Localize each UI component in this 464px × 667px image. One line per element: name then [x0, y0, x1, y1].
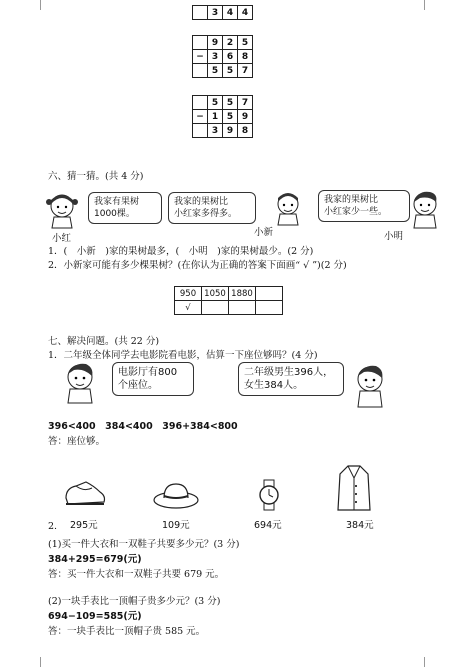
crop-mark	[30, 657, 41, 667]
answer-1: 答：座位够。	[48, 436, 106, 447]
sub-question-2-answer: 答：一块手表比一顶帽子贵 585 元。	[48, 626, 206, 637]
price-coat: 384元	[346, 520, 374, 531]
speech-bubble-seats: 电影厅有800 个座位。	[112, 362, 194, 396]
shoe-icon	[62, 476, 108, 510]
hat-icon	[152, 480, 200, 510]
question-2-label: 2.	[48, 521, 58, 532]
section-6-question-2: 2．小新家可能有多少棵果树？(在你认为正确的答案下面画“ √ ”)(2 分)	[48, 260, 347, 271]
grid-cell: 1	[208, 110, 223, 124]
option-cell: 950	[175, 287, 202, 301]
grid-cell: 6	[223, 50, 238, 64]
grid-cell: 5	[208, 96, 223, 110]
girl-xiaohong-illustration	[44, 190, 80, 230]
price-shoes: 295元	[70, 520, 98, 531]
grid-cell: 7	[238, 96, 253, 110]
grid-cell: 4	[223, 6, 238, 20]
boy-right-illustration	[350, 362, 390, 408]
price-watch: 694元	[254, 520, 282, 531]
watch-icon	[254, 478, 284, 512]
section-6-question-1: 1．( 小新 )家的果树最多，( 小明 )家的果树最少。(2 分)	[48, 246, 314, 257]
crop-mark	[30, 0, 41, 10]
grid-cell: 5	[208, 64, 223, 78]
sub-question-2-calculation: 694−109=585(元)	[48, 611, 142, 622]
grid-cell: 9	[223, 124, 238, 138]
sub-question-1-calculation: 384+295=679(元)	[48, 554, 142, 565]
grid-cell: 9	[238, 110, 253, 124]
speech-bubble-xiaoming: 我家的果树比 小红家少一些。	[318, 190, 410, 222]
grid-cell: 2	[223, 36, 238, 50]
grid-cell: 8	[238, 50, 253, 64]
crop-mark	[424, 0, 435, 10]
grid-cell: 3	[208, 50, 223, 64]
guess-options-table	[174, 286, 283, 315]
calculation-1: 396<400 384<400 396+384<800	[48, 421, 238, 432]
name-xiaoxin: 小新	[254, 227, 274, 238]
grid-cell: 9	[208, 36, 223, 50]
price-hat: 109元	[162, 520, 190, 531]
section-7-title: 七、解决问题。(共 22 分)	[48, 336, 160, 347]
grid-cell: 3	[208, 124, 223, 138]
section-6-title: 六、猜一猜。(共 4 分)	[48, 171, 144, 182]
minus-sign: −	[193, 50, 208, 64]
grid-cell	[193, 64, 208, 78]
boy-left-illustration	[60, 360, 100, 404]
girl-xiaoxin-illustration	[272, 190, 304, 226]
grid-cell	[193, 6, 208, 20]
grid-cell	[193, 124, 208, 138]
check-cell	[256, 301, 283, 315]
speech-bubble-students: 二年级男生396人， 女生384人。	[238, 362, 344, 396]
grid-cell: 7	[238, 64, 253, 78]
sub-question-1-answer: 答：买一件大衣和一双鞋子共要 679 元。	[48, 569, 225, 580]
speech-bubble-xiaohong: 我家有果树 1000棵。	[88, 192, 162, 224]
check-cell	[229, 301, 256, 315]
coat-icon	[336, 464, 372, 514]
option-cell: 1050	[202, 287, 229, 301]
grid-cell: 5	[223, 64, 238, 78]
grid-cell: 3	[208, 6, 223, 20]
crop-mark	[424, 657, 435, 667]
option-cell	[256, 287, 283, 301]
grid-cell: 5	[223, 96, 238, 110]
option-cell: 1880	[229, 287, 256, 301]
top-number-grid	[192, 5, 253, 20]
subtraction-grid-2	[192, 95, 253, 138]
grid-cell: 4	[238, 6, 253, 20]
minus-sign: −	[193, 110, 208, 124]
grid-cell	[193, 36, 208, 50]
grid-cell: 8	[238, 124, 253, 138]
check-cell: √	[175, 301, 202, 315]
subtraction-grid-1	[192, 35, 253, 78]
grid-cell: 5	[238, 36, 253, 50]
sub-question-2: (2)一块手表比一顶帽子贵多少元？(3 分)	[48, 596, 221, 607]
section-7-question-1: 1．二年级全体同学去电影院看电影，估算一下座位够吗？(4 分)	[48, 350, 318, 361]
sub-question-1: (1)买一件大衣和一双鞋子共要多少元？(3 分)	[48, 539, 240, 550]
name-xiaohong: 小红	[52, 233, 72, 244]
grid-cell: 5	[223, 110, 238, 124]
check-cell	[202, 301, 229, 315]
name-xiaoming: 小明	[384, 231, 404, 242]
boy-xiaoming-illustration	[408, 188, 442, 230]
grid-cell	[193, 96, 208, 110]
speech-bubble-xiaoxin: 我家的果树比 小红家多得多。	[168, 192, 256, 224]
